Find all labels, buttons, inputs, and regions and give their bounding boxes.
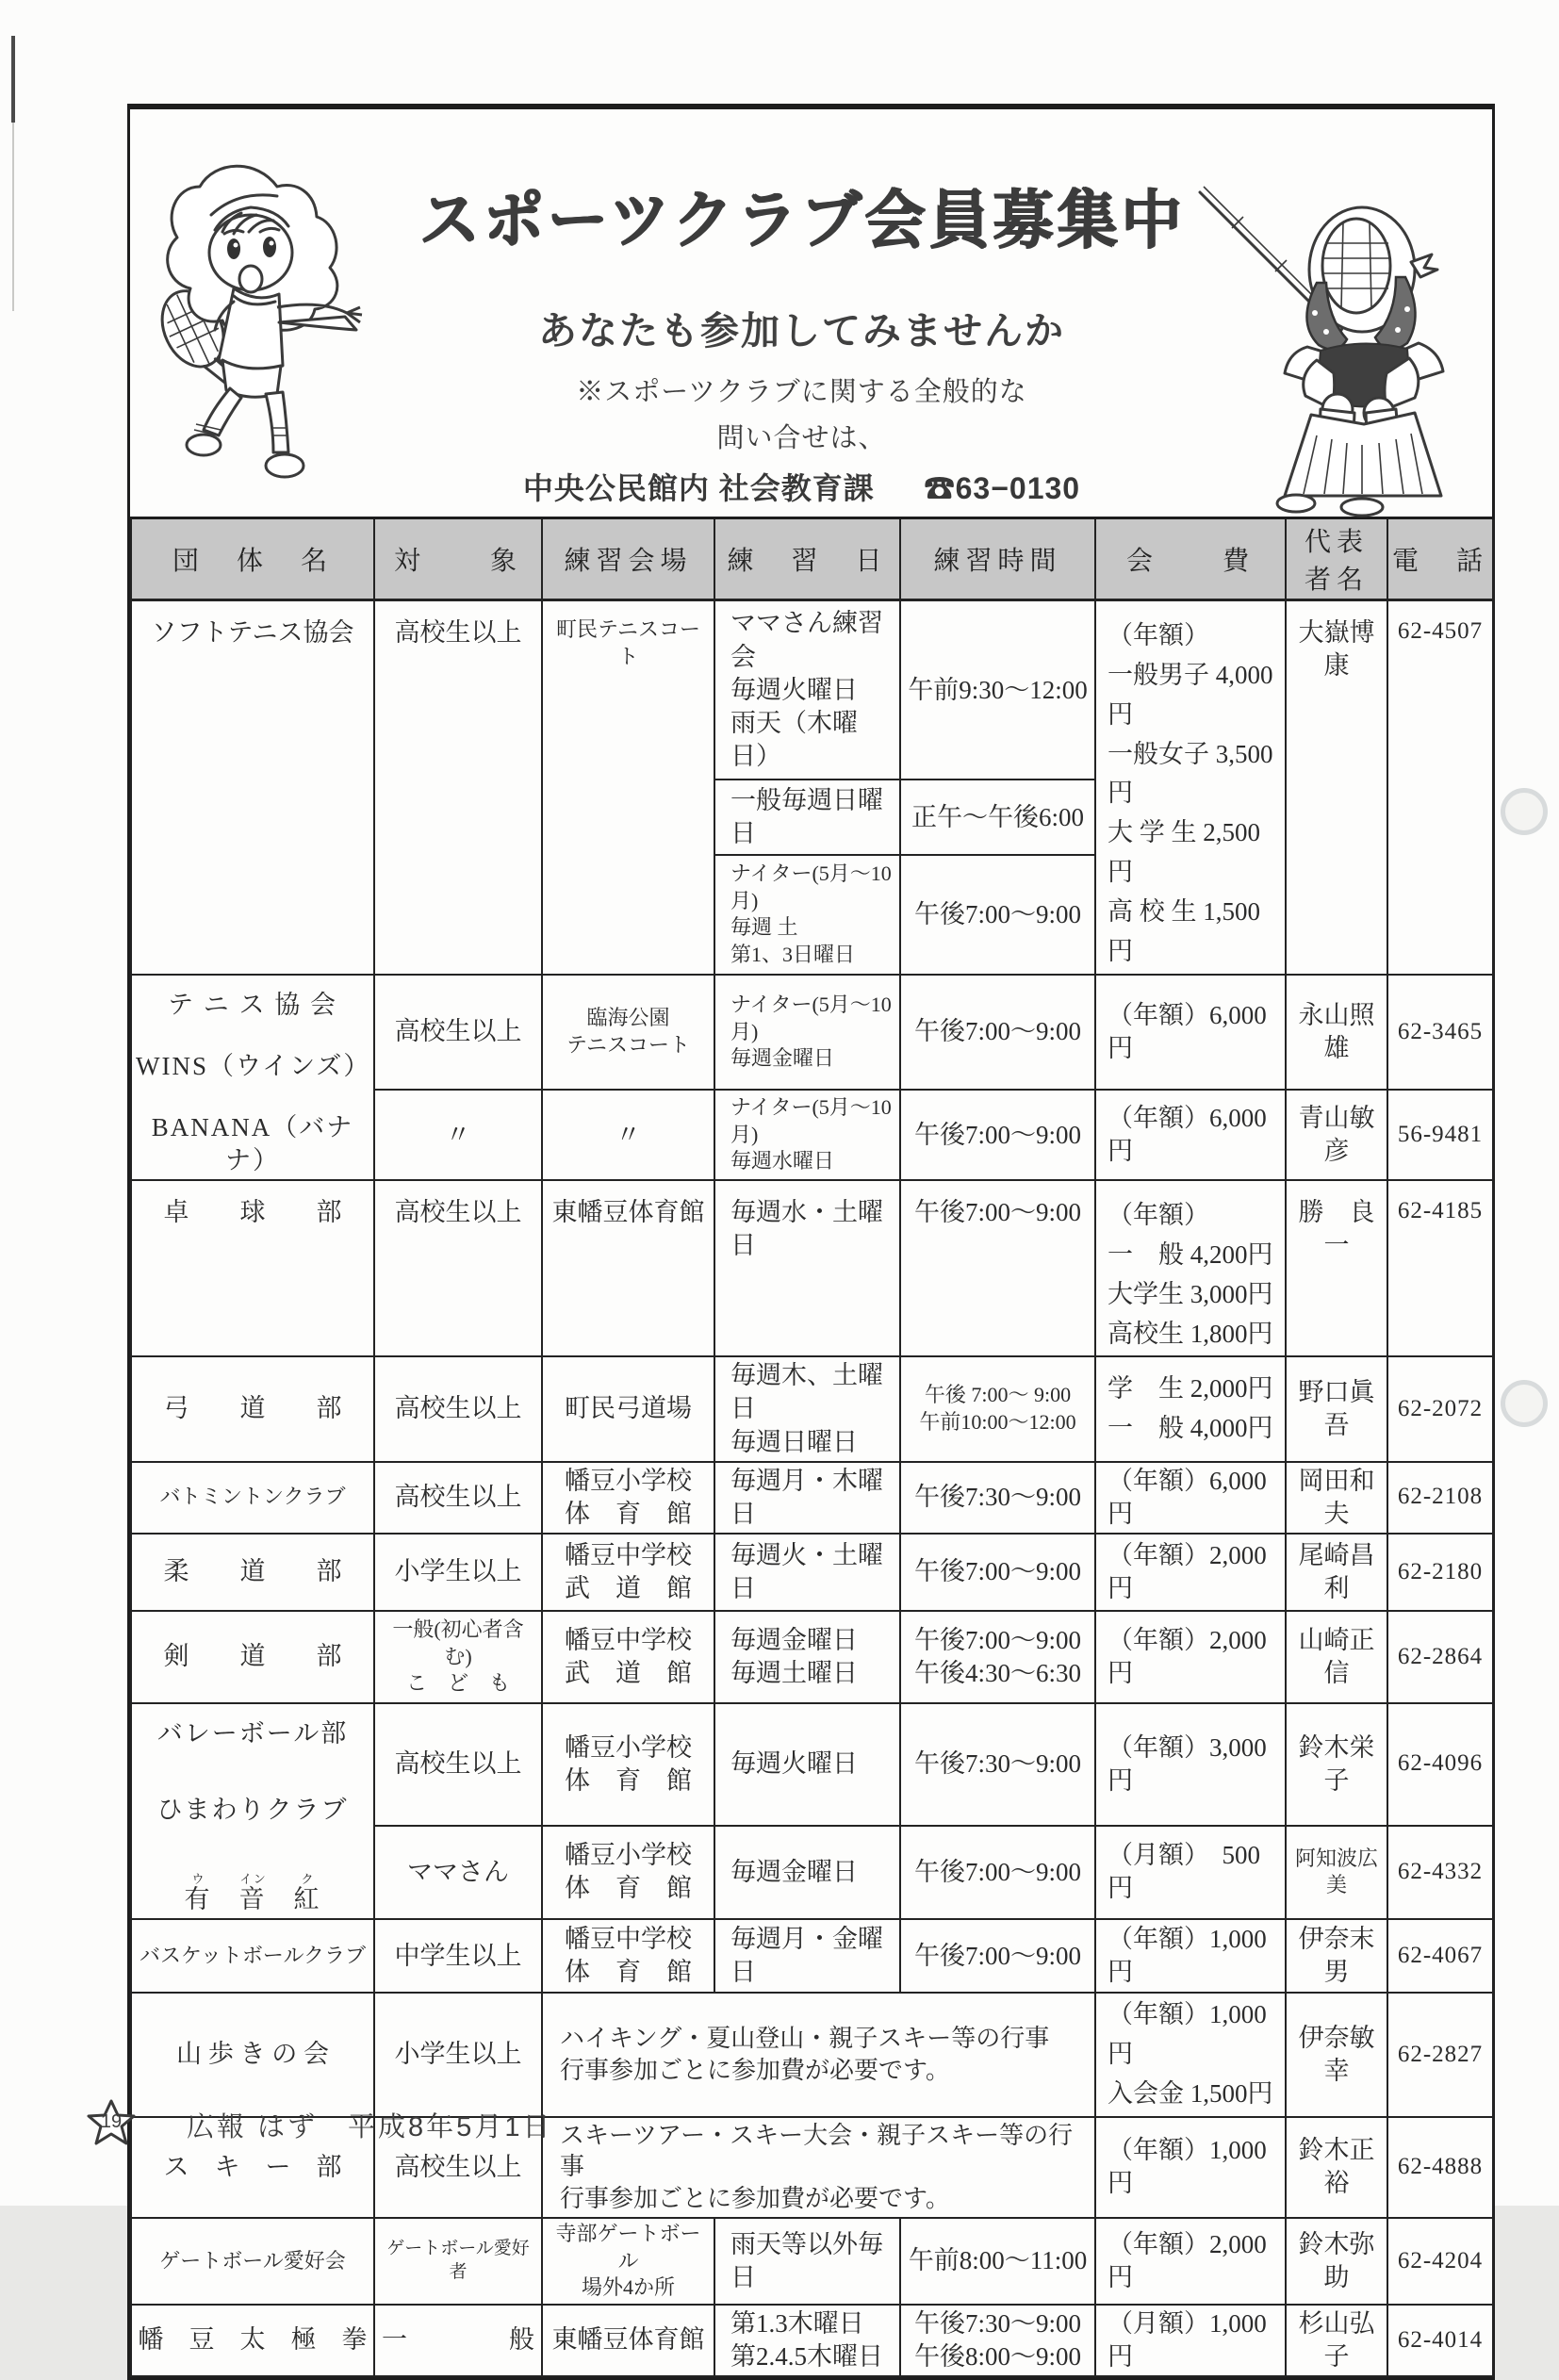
- row-taikyokuken-venue: 東幡豆体育館: [542, 2305, 714, 2376]
- row-judo-rep: 尾崎昌利: [1286, 1534, 1387, 1611]
- row-gateball: [131, 2218, 1493, 2305]
- tennis-girl-illustration: [136, 141, 409, 518]
- row-judo-target: 小学生以上: [374, 1534, 542, 1611]
- row-gateball-venue: 寺部ゲートボール 場外4か所: [542, 2218, 714, 2305]
- row-basketball-days: 毎週月・金曜日: [714, 1919, 900, 1993]
- row-kyudo-tel: 62-2072: [1387, 1356, 1493, 1461]
- row-yamaaruki-tel: 62-2827: [1387, 1993, 1493, 2117]
- row-gateball-tel: 62-4204: [1387, 2218, 1493, 2305]
- kendo-player-illustration: [1194, 172, 1496, 517]
- page-title: スポーツクラブ会員募集中: [418, 184, 1185, 256]
- row-tennis-wins: [131, 975, 1493, 1091]
- column-header-days: 練 習 日: [714, 518, 900, 600]
- row-yamaaruki-fee: （年額）1,000円 入会金 1,500円: [1095, 1993, 1286, 2117]
- row-kendo-fee: （年額）2,000円: [1095, 1611, 1286, 1703]
- row-ski-activity: スキーツアー・スキー大会・親子スキー等の行事 行事参加ごとに参加費が必要です。: [542, 2117, 1095, 2218]
- row-soft-tennis-2-days: 一般毎週日曜日: [714, 780, 900, 855]
- row-tennis-wins-days: ナイター(5月〜10月) 毎週金曜日: [714, 975, 900, 1091]
- row-judo: [131, 1534, 1493, 1611]
- row-soft-tennis-1-target: 高校生以上: [374, 600, 542, 975]
- row-badminton-fee: （年額）6,000円: [1095, 1462, 1286, 1534]
- row-ski-tel: 62-4888: [1387, 2117, 1493, 2218]
- row-table-tennis: [131, 1180, 1493, 1356]
- row-tennis-banana-time: 午後7:00〜9:00: [900, 1090, 1095, 1180]
- row-table-tennis-tel: 62-4185: [1387, 1180, 1493, 1356]
- row-wink-fee: （月額） 500円: [1095, 1826, 1286, 1919]
- row-kendo-days: 毎週金曜日 毎週土曜日: [714, 1611, 900, 1703]
- contact-office: 中央公民館内 社会教育課: [522, 471, 875, 505]
- row-himawari: [131, 1703, 1493, 1826]
- header-area: [130, 109, 1492, 517]
- note-line-2: 問い合せは、: [716, 423, 887, 453]
- row-wink-days: 毎週金曜日: [714, 1826, 900, 1919]
- row-yamaaruki-rep: 伊奈敏幸: [1286, 1993, 1387, 2117]
- row-tennis-wins-time: 午後7:00〜9:00: [900, 975, 1095, 1091]
- row-tennis-wins-target: 高校生以上: [374, 975, 542, 1091]
- page-footer: [85, 2098, 552, 2151]
- row-kyudo: [131, 1356, 1493, 1461]
- row-kendo: [131, 1611, 1493, 1703]
- note-line-1: ※スポーツクラブに関する全般的な: [576, 377, 1027, 407]
- row-kyudo-org: 弓 道 部: [131, 1356, 374, 1461]
- row-kyudo-rep: 野口眞吾: [1286, 1356, 1387, 1461]
- row-judo-tel: 62-2180: [1387, 1534, 1493, 1611]
- row-taikyokuken-target: 一 般: [374, 2305, 542, 2376]
- row-badminton-time: 午後7:30〜9:00: [900, 1462, 1095, 1534]
- row-gateball-days: 雨天等以外毎日: [714, 2218, 900, 2305]
- row-yamaaruki-target: 小学生以上: [374, 1993, 542, 2117]
- binder-hole-bottom: [1501, 1380, 1548, 1427]
- row-ski-fee: （年額）1,000円: [1095, 2117, 1286, 2218]
- row-kyudo-target: 高校生以上: [374, 1356, 542, 1461]
- row-kyudo-fee: 学 生 2,000円 一 般 4,000円: [1095, 1356, 1286, 1461]
- row-tennis-wins-org: テ ニ ス 協 会 WINS（ウインズ） BANANA（バナナ）: [131, 975, 374, 1180]
- page-subtitle: あなたも参加してみませんか: [538, 309, 1065, 353]
- row-ski-target: 高校生以上: [374, 2117, 542, 2218]
- row-badminton-days: 毎週月・木曜日: [714, 1462, 900, 1534]
- row-tennis-banana-target: 〃: [374, 1090, 542, 1180]
- row-gateball-fee: （年額）2,000円: [1095, 2218, 1286, 2305]
- row-himawari-rep: 鈴木栄子: [1286, 1703, 1387, 1826]
- row-kendo-venue: 幡豆中学校 武 道 館: [542, 1611, 714, 1703]
- row-wink-venue: 幡豆小学校 体 育 館: [542, 1826, 714, 1919]
- column-header-target: 対 象: [374, 518, 542, 600]
- scan-artifact-line-light: [12, 123, 14, 311]
- row-badminton-org: バトミントンクラブ: [131, 1462, 374, 1534]
- row-tennis-wins-venue: 臨海公園 テニスコート: [542, 975, 714, 1091]
- row-soft-tennis-3-days: ナイター(5月〜10月) 毎週 土 第1、3日曜日: [714, 855, 900, 974]
- row-soft-tennis-1-org: ソフトテニス協会: [131, 600, 374, 975]
- row-kendo-rep: 山崎正信: [1286, 1611, 1387, 1703]
- row-basketball-venue: 幡豆中学校 体 育 館: [542, 1919, 714, 1993]
- row-kyudo-time: 午後 7:00〜 9:00 午前10:00〜12:00: [900, 1356, 1095, 1461]
- row-tennis-banana-tel: 56-9481: [1387, 1090, 1493, 1180]
- row-ski-org: ス キ ー 部: [131, 2117, 374, 2218]
- row-gateball-target: ゲートボール愛好者: [374, 2218, 542, 2305]
- row-yamaaruki-activity: ハイキング・夏山登山・親子スキー等の行事 行事参加ごとに参加費が必要です。: [542, 1993, 1095, 2117]
- row-gateball-time: 午前8:00〜11:00: [900, 2218, 1095, 2305]
- column-header-org: 団 体 名: [131, 518, 374, 600]
- row-kendo-tel: 62-2864: [1387, 1611, 1493, 1703]
- row-table-tennis-org: 卓 球 部: [131, 1180, 374, 1356]
- column-header-rep: 代表者名: [1286, 518, 1387, 600]
- row-wink-tel: 62-4332: [1387, 1826, 1493, 1919]
- binder-hole-top: [1501, 788, 1548, 835]
- row-soft-tennis-1-rep: 大嶽博康: [1286, 600, 1387, 975]
- footer-issue-text: 広報 はず 平成8年5月1日: [187, 2111, 553, 2142]
- row-himawari-tel: 62-4096: [1387, 1703, 1493, 1826]
- row-table-tennis-rep: 勝 良一: [1286, 1180, 1387, 1356]
- row-basketball: [131, 1919, 1493, 1993]
- row-gateball-org: ゲートボール愛好会: [131, 2218, 374, 2305]
- row-kyudo-days: 毎週木、土曜日 毎週日曜日: [714, 1356, 900, 1461]
- row-basketball-fee: （年額）1,000円: [1095, 1919, 1286, 1993]
- row-taikyokuken: [131, 2305, 1493, 2376]
- row-table-tennis-target: 高校生以上: [374, 1180, 542, 1356]
- row-badminton-target: 高校生以上: [374, 1462, 542, 1534]
- row-table-tennis-venue: 東幡豆体育館: [542, 1180, 714, 1356]
- row-table-tennis-days: 毎週水・土曜日: [714, 1180, 900, 1356]
- row-kendo-time: 午後7:00〜9:00 午後4:30〜6:30: [900, 1611, 1095, 1703]
- row-himawari-time: 午後7:30〜9:00: [900, 1703, 1095, 1826]
- row-gateball-rep: 鈴木弥助: [1286, 2218, 1387, 2305]
- row-tennis-banana-venue: 〃: [542, 1090, 714, 1180]
- row-taikyokuken-fee: （月額）1,000円: [1095, 2305, 1286, 2376]
- row-kendo-org: 剣 道 部: [131, 1611, 374, 1703]
- row-basketball-org: バスケットボールクラブ: [131, 1919, 374, 1993]
- row-badminton-tel: 62-2108: [1387, 1462, 1493, 1534]
- row-judo-days: 毎週火・土曜日: [714, 1534, 900, 1611]
- row-basketball-time: 午後7:00〜9:00: [900, 1919, 1095, 1993]
- row-judo-org: 柔 道 部: [131, 1534, 374, 1611]
- row-taikyokuken-days: 第1.3木曜日 第2.4.5木曜日: [714, 2305, 900, 2376]
- row-tennis-wins-rep: 永山照雄: [1286, 975, 1387, 1091]
- row-table-tennis-fee: （年額） 一 般 4,200円 大学生 3,000円 高校生 1,800円: [1095, 1180, 1286, 1356]
- row-himawari-target: 高校生以上: [374, 1703, 542, 1826]
- row-himawari-org: バレーボール部 ひまわりクラブ 有ウ 音イン 紅ク: [131, 1703, 374, 1919]
- row-basketball-rep: 伊奈末男: [1286, 1919, 1387, 1993]
- row-basketball-tel: 62-4067: [1387, 1919, 1493, 1993]
- contact-phone: ☎63−0130: [924, 471, 1081, 505]
- column-header-fee: 会 費: [1095, 518, 1286, 600]
- row-tennis-banana-days: ナイター(5月〜10月) 毎週水曜日: [714, 1090, 900, 1180]
- row-soft-tennis-2-time: 正午〜午後6:00: [900, 780, 1095, 855]
- row-tennis-banana-fee: （年額）6,000円: [1095, 1090, 1286, 1180]
- document-frame: [127, 104, 1495, 2380]
- header-text-block: [394, 132, 1209, 508]
- row-judo-time: 午後7:00〜9:00: [900, 1534, 1095, 1611]
- row-himawari-venue: 幡豆小学校 体 育 館: [542, 1703, 714, 1826]
- row-taikyokuken-rep: 杉山弘子: [1286, 2305, 1387, 2376]
- row-soft-tennis-1-tel: 62-4507: [1387, 600, 1493, 975]
- row-taikyokuken-org: 幡 豆 太 極 拳: [131, 2305, 374, 2376]
- row-himawari-days: 毎週火曜日: [714, 1703, 900, 1826]
- row-kyudo-venue: 町民弓道場: [542, 1356, 714, 1461]
- row-basketball-target: 中学生以上: [374, 1919, 542, 1993]
- row-wink-rep: 阿知波広美: [1286, 1826, 1387, 1919]
- row-soft-tennis-1-time: 午前9:30〜12:00: [900, 600, 1095, 780]
- row-wink-target: ママさん: [374, 1826, 542, 1919]
- row-yamaaruki-org: 山 歩 き の 会: [131, 1993, 374, 2117]
- club-name-with-furigana: 有ウ 音イン 紅ク: [184, 1872, 321, 1913]
- row-kendo-target: 一般(初心者含む) こ ど も: [374, 1611, 542, 1703]
- row-tennis-wins-fee: （年額）6,000円: [1095, 975, 1286, 1091]
- row-tennis-wins-tel: 62-3465: [1387, 975, 1493, 1091]
- row-judo-fee: （年額）2,000円: [1095, 1534, 1286, 1611]
- row-himawari-fee: （年額）3,000円: [1095, 1703, 1286, 1826]
- row-tennis-banana-rep: 青山敏彦: [1286, 1090, 1387, 1180]
- page-number-star: [85, 2098, 138, 2151]
- row-soft-tennis-3-time: 午後7:00〜9:00: [900, 855, 1095, 974]
- row-badminton-rep: 岡田和夫: [1286, 1462, 1387, 1534]
- contact-line: [394, 465, 1209, 508]
- row-soft-tennis-1: [131, 600, 1493, 780]
- row-taikyokuken-time: 午後7:30〜9:00 午後8:00〜9:00: [900, 2305, 1095, 2376]
- row-table-tennis-time: 午後7:00〜9:00: [900, 1180, 1095, 1356]
- row-taikyokuken-tel: 62-4014: [1387, 2305, 1493, 2376]
- column-header-tel: 電 話: [1387, 518, 1493, 600]
- row-soft-tennis-1-venue: 町民テニスコート: [542, 600, 714, 975]
- table-header-row: [131, 518, 1493, 600]
- footer-page-number: 19: [100, 2111, 123, 2132]
- row-ski-rep: 鈴木正裕: [1286, 2117, 1387, 2218]
- row-soft-tennis-1-days: ママさん練習会 毎週火曜日 雨天（木曜日）: [714, 600, 900, 780]
- row-judo-venue: 幡豆中学校 武 道 館: [542, 1534, 714, 1611]
- column-header-time: 練習時間: [900, 518, 1095, 600]
- row-soft-tennis-1-fee: （年額） 一般男子 4,000円 一般女子 3,500円 大 学 生 2,500円 高 校 生 1,500円: [1095, 600, 1286, 975]
- row-wink-time: 午後7:00〜9:00: [900, 1826, 1095, 1919]
- column-header-venue: 練習会場: [542, 518, 714, 600]
- row-badminton: [131, 1462, 1493, 1534]
- scan-artifact-line: [11, 36, 15, 123]
- row-badminton-venue: 幡豆小学校 体 育 館: [542, 1462, 714, 1534]
